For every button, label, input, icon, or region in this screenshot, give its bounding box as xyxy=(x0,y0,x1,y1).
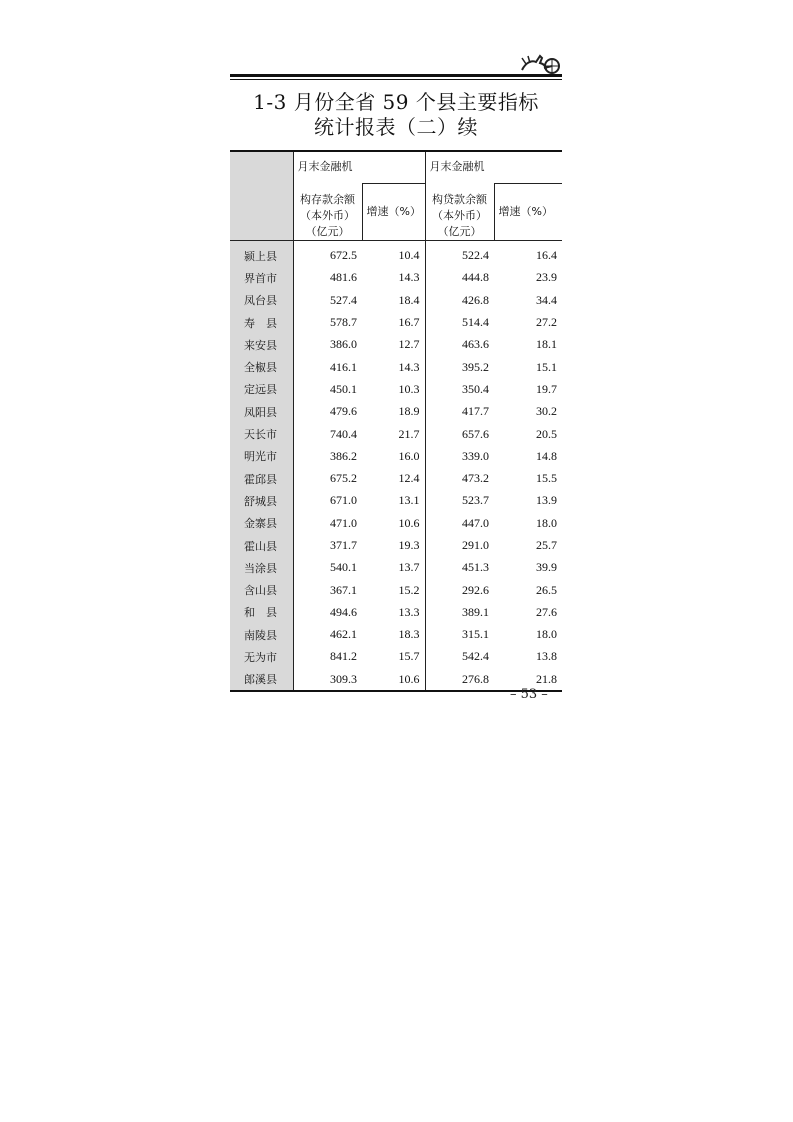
loan-growth-cell: 21.8 xyxy=(494,668,562,691)
table-row xyxy=(230,512,562,534)
deposit-growth-cell: 16.7 xyxy=(362,311,425,333)
deposit-growth-cell: 14.3 xyxy=(362,267,425,289)
loan-balance-cell: 339.0 xyxy=(462,448,489,463)
deposit-balance-cell: 386.2 xyxy=(330,448,357,463)
county-name-cell: 金寨县 xyxy=(230,512,293,534)
deposit-balance-cell: 462.1 xyxy=(330,627,357,642)
loan-balance-cell: 514.4 xyxy=(462,315,489,330)
table-row xyxy=(230,646,562,668)
deposit-growth-cell: 18.3 xyxy=(362,624,425,646)
horse-carriage-logo-icon xyxy=(518,46,564,76)
county-name-cell: 颍上县 xyxy=(230,240,293,267)
loan-header-line-3: （本外币） xyxy=(432,208,487,222)
loan-growth-cell: 13.8 xyxy=(536,649,557,664)
deposit-growth-cell: 13.1 xyxy=(362,490,425,512)
deposit-balance-cell: 481.6 xyxy=(330,270,357,285)
table-row xyxy=(230,356,562,378)
deposit-balance-cell: 386.0 xyxy=(330,337,357,352)
deposit-balance-cell: 471.0 xyxy=(330,515,357,530)
deposit-growth-cell: 10.4 xyxy=(362,240,425,267)
header-corner-cell xyxy=(230,151,293,240)
deposit-group-header xyxy=(293,151,425,184)
deposit-growth-cell: 18.9 xyxy=(362,401,425,423)
table-row xyxy=(230,240,562,267)
deposit-header-line-2: 构存款余额 xyxy=(300,192,355,206)
loan-balance-cell: 447.0 xyxy=(462,515,489,530)
loan-balance-cell: 315.1 xyxy=(462,627,489,642)
loan-growth-cell: 39.9 xyxy=(536,560,557,575)
deposit-balance-cell: 367.1 xyxy=(330,582,357,597)
county-name-cell: 当涂县 xyxy=(230,557,293,579)
deposit-growth-cell: 18.4 xyxy=(362,289,425,311)
deposit-growth-cell: 10.6 xyxy=(362,512,425,534)
table-row xyxy=(230,534,562,556)
table-row xyxy=(230,401,562,423)
loan-growth-cell: 19.7 xyxy=(536,381,557,396)
deposit-balance-cell: 309.3 xyxy=(293,668,362,691)
deposit-balance-cell: 450.1 xyxy=(330,381,357,396)
county-name-cell: 南陵县 xyxy=(230,624,293,646)
loan-growth-cell: 16.4 xyxy=(536,248,557,263)
deposit-balance-cell: 540.1 xyxy=(330,560,357,575)
loan-header-line-1: 月末金融机 xyxy=(429,160,485,173)
page-number: – 53 – xyxy=(510,687,548,702)
loan-growth-cell: 18.0 xyxy=(536,515,557,530)
loan-balance-cell: 657.6 xyxy=(462,426,489,441)
loan-balance-cell: 523.7 xyxy=(462,493,489,508)
deposit-balance-cell: 672.5 xyxy=(330,248,357,263)
table-row xyxy=(230,579,562,601)
loan-growth-cell: 18.0 xyxy=(536,627,557,642)
title-line-2: 统计报表（二）续 xyxy=(314,115,478,139)
loan-growth-header: 增速（%） xyxy=(494,184,562,241)
deposit-growth-cell: 21.7 xyxy=(362,423,425,445)
county-name-cell: 凤阳县 xyxy=(230,401,293,423)
loan-growth-cell: 14.8 xyxy=(536,448,557,463)
table-row xyxy=(230,289,562,311)
county-name-cell: 全椒县 xyxy=(230,356,293,378)
loan-balance-cell: 292.6 xyxy=(462,582,489,597)
deposit-growth-cell: 10.6 xyxy=(362,668,425,691)
page-title xyxy=(230,90,562,140)
county-name-cell: 界首市 xyxy=(230,267,293,289)
loan-header-line-2: 构贷款余额 xyxy=(432,192,487,206)
deposit-balance-cell: 671.0 xyxy=(330,493,357,508)
county-name-cell: 定远县 xyxy=(230,378,293,400)
title-line-1: 1-3 月份全省 59 个县主要指标 xyxy=(253,90,539,114)
loan-growth-cell: 20.5 xyxy=(536,426,557,441)
deposit-amount-header xyxy=(293,184,362,241)
table-row xyxy=(230,267,562,289)
deposit-growth-cell: 19.3 xyxy=(362,534,425,556)
deposit-growth-header: 增速（%） xyxy=(362,184,425,241)
county-name-cell: 霍邱县 xyxy=(230,467,293,489)
deposit-balance-cell: 841.2 xyxy=(330,649,357,664)
deposit-balance-cell: 416.1 xyxy=(330,359,357,374)
county-name-cell: 来安县 xyxy=(230,334,293,356)
deposit-growth-cell: 16.0 xyxy=(362,445,425,467)
loan-growth-cell: 15.1 xyxy=(536,359,557,374)
loan-balance-cell: 542.4 xyxy=(462,649,489,664)
county-name-cell: 和 县 xyxy=(230,601,293,623)
deposit-growth-cell: 12.4 xyxy=(362,467,425,489)
loan-growth-cell: 27.6 xyxy=(536,604,557,619)
loan-balance-cell: 473.2 xyxy=(462,471,489,486)
table-row xyxy=(230,445,562,467)
deposit-balance-cell: 479.6 xyxy=(330,404,357,419)
table-row xyxy=(230,624,562,646)
table-row xyxy=(230,311,562,333)
deposit-balance-cell: 494.6 xyxy=(330,604,357,619)
loan-group-header xyxy=(425,151,562,184)
deposit-balance-cell: 371.7 xyxy=(330,538,357,552)
loan-balance-cell: 444.8 xyxy=(462,270,489,285)
table-row xyxy=(230,601,562,623)
county-name-cell: 明光市 xyxy=(230,445,293,467)
loan-growth-cell: 27.2 xyxy=(536,315,557,330)
loan-balance-cell: 291.0 xyxy=(462,538,489,552)
loan-growth-cell: 25.7 xyxy=(536,538,557,552)
deposit-balance-cell: 740.4 xyxy=(330,426,357,441)
loan-balance-cell: 350.4 xyxy=(462,381,489,396)
deposit-growth-cell: 13.7 xyxy=(362,557,425,579)
loan-header-line-4: （亿元） xyxy=(437,224,482,238)
county-name-cell: 舒城县 xyxy=(230,490,293,512)
header-rule-thin xyxy=(230,79,562,80)
table-row xyxy=(230,423,562,445)
table-body xyxy=(230,240,562,691)
county-name-cell: 寿 县 xyxy=(230,311,293,333)
county-name-cell: 郎溪县 xyxy=(230,668,293,691)
loan-balance-cell: 463.6 xyxy=(462,337,489,352)
county-name-cell: 含山县 xyxy=(230,579,293,601)
loan-balance-cell: 276.8 xyxy=(425,668,494,691)
loan-balance-cell: 451.3 xyxy=(462,560,489,575)
deposit-header-line-1: 月末金融机 xyxy=(297,160,353,173)
loan-growth-cell: 15.5 xyxy=(536,471,557,486)
loan-growth-cell: 18.1 xyxy=(536,337,557,352)
loan-growth-cell: 23.9 xyxy=(536,270,557,285)
deposit-balance-cell: 675.2 xyxy=(330,471,357,486)
table-row xyxy=(230,557,562,579)
loan-balance-cell: 426.8 xyxy=(462,292,489,307)
loan-growth-cell: 34.4 xyxy=(536,292,557,307)
deposit-header-line-3: （本外币） xyxy=(300,208,355,222)
deposit-growth-cell: 15.7 xyxy=(362,646,425,668)
table-header xyxy=(230,151,562,240)
deposit-header-line-4: （亿元） xyxy=(305,224,350,238)
loan-balance-cell: 417.7 xyxy=(462,404,489,419)
loan-growth-cell: 13.9 xyxy=(536,493,557,508)
county-name-cell: 凤台县 xyxy=(230,289,293,311)
deposit-growth-cell: 10.3 xyxy=(362,378,425,400)
table-row xyxy=(230,490,562,512)
county-name-cell: 天长市 xyxy=(230,423,293,445)
deposit-balance-cell: 527.4 xyxy=(330,292,357,307)
table-row xyxy=(230,334,562,356)
county-name-cell: 无为市 xyxy=(230,646,293,668)
loan-balance-cell: 389.1 xyxy=(462,604,489,619)
loan-amount-header xyxy=(425,184,494,241)
deposit-growth-cell: 12.7 xyxy=(362,334,425,356)
loan-balance-cell: 395.2 xyxy=(462,359,489,374)
table-row xyxy=(230,467,562,489)
deposit-growth-cell: 13.3 xyxy=(362,601,425,623)
county-indicators-table xyxy=(230,150,562,692)
loan-growth-cell: 30.2 xyxy=(536,404,557,419)
deposit-growth-cell: 15.2 xyxy=(362,579,425,601)
header-rule-thick xyxy=(230,74,562,77)
deposit-balance-cell: 578.7 xyxy=(330,315,357,330)
loan-balance-cell: 522.4 xyxy=(462,248,489,263)
county-name-cell: 霍山县 xyxy=(230,534,293,556)
deposit-growth-cell: 14.3 xyxy=(362,356,425,378)
table-row xyxy=(230,378,562,400)
loan-growth-cell: 26.5 xyxy=(536,582,557,597)
